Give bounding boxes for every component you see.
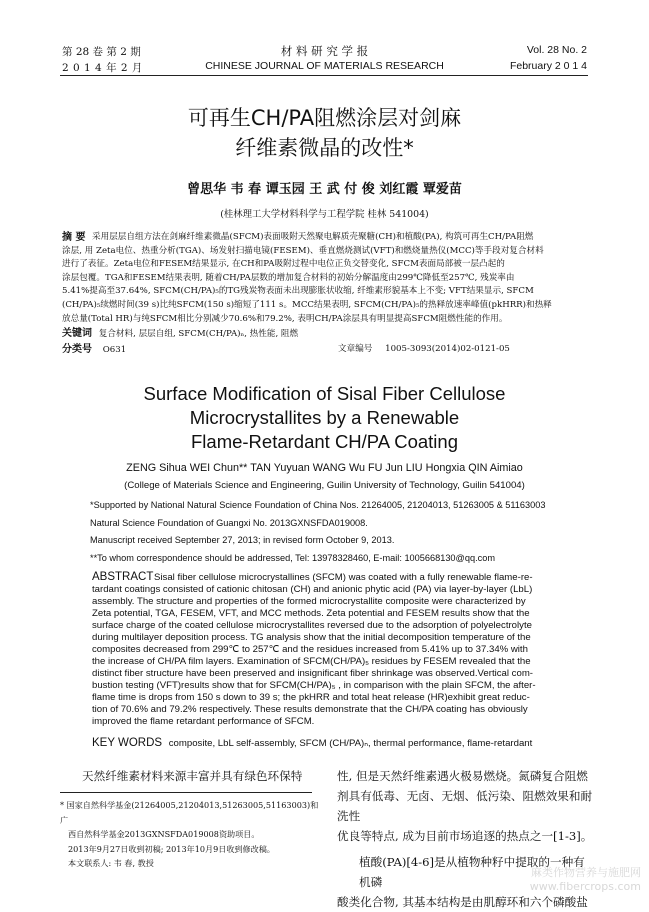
funding-note-en: [90, 497, 545, 567]
abstract-en-line: composites decreased from 299℃ to 257℃ and the residues increased from 5.41% up to 37.34% with: [92, 644, 528, 655]
abstract-en-line: surface charge of the coated cellulose microcrystallites reversed due to the adsorption of polyelectrolyte: [92, 620, 532, 631]
classification: [62, 343, 126, 358]
footnote-rule: [60, 792, 312, 793]
funding-line: Natural Science Foundation of Guangxi No. 2013GXNSFDA019008.: [90, 517, 368, 528]
abstract-cn-line: 进行了表征。Zeta电位和FESEM结果显示, 在CH和PA吸附过程中电位正负交替变化, SFCM表面局部被一层凸起的: [62, 259, 505, 270]
title-en-line-2: Microcrystallites by a Renewable: [189, 407, 460, 428]
correspondence: **To whom correspondence should be addressed, Tel: 13978328460, E-mail: 1005668130@qq.com: [90, 552, 495, 563]
footnote-line: * 国家自然科学基金(21264005,21204013,51263005,51163003)和广: [60, 800, 319, 825]
abstract-cn-line: 放总量(Total HR)与纯SFCM相比分别减少70.6%和79.2%, 表明CH/PA涂层具有明显提高SFCM阻燃性能的作用。: [62, 313, 508, 324]
body-left-text: 天然纤维素材料来源丰富并具有绿色环保特: [82, 769, 303, 783]
header-rule: [60, 75, 588, 76]
footnote-line: 本文联系人: 韦 春, 教授: [68, 858, 154, 868]
abstract-en-line: bustion testing (VFT)results show that for SFCM(CH/PA)₅ , in comparison with the plain SFCM, the after-: [92, 680, 536, 691]
body-right-line: 优良等特点, 成为目前市场追逐的热点之一[1-3]。: [337, 829, 593, 843]
keywords-cn-label: 关键词: [62, 328, 92, 339]
title-en-line-1: Surface Modification of Sisal Fiber Cellulose: [143, 383, 506, 404]
journal-title-en: CHINESE JOURNAL OF MATERIALS RESEARCH: [205, 60, 444, 72]
classification-code: O631: [102, 345, 127, 355]
article-number: [338, 343, 510, 357]
journal-title-cn: 材 料 研 究 学 报: [280, 44, 369, 58]
body-right-line: 剂具有低毒、无卤、无烟、低污染、阻燃效果和耐洗性: [337, 789, 593, 823]
keywords-cn-text: 复合材料, 层层自组, SFCM(CH/PA)ₙ, 热性能, 阻燃: [98, 329, 299, 339]
keywords-cn: [62, 327, 298, 342]
abstract-en-line: distinct fiber structure have been preserved and insignificant fiber shrinkage was observed.Vertical com-: [92, 668, 534, 679]
abstract-en-line: during multilayer deposition process. TG analysis show that the initial decomposition temperature of the: [92, 632, 531, 643]
title-cn-line-2: 纤维素微晶的改性*: [235, 136, 414, 160]
abstract-en-line: tardant coatings consisted of cationic chitosan (CH) and anionic phytic acid (PA) via layer-by-layer (LbL): [92, 584, 533, 595]
abstract-cn-line: 涂层包覆。TGA和FESEM结果表明, 随着CH/PA层数的增加复合材料的初始分解温度由299℃降低至257℃, 残炭率由: [62, 272, 515, 283]
body-right-line: 植酸(PA)[4-6]是从植物种籽中提取的一种有机磷: [359, 855, 585, 889]
funding-line: *Supported by National Natural Science Foundation of China Nos. 21264005, 21204013, 51263005 & 51163003: [90, 500, 546, 510]
abstract-en-line: tion of 70.6% and 79.2% respectively. These results demonstrate that the CH/PA coating has obviously: [92, 704, 528, 715]
abstract-en: [92, 572, 557, 728]
abstract-en-line: Zeta potential, TGA, FESEM, VFT, and MCC methods. Zeta potential and FESEM results show that the: [92, 608, 530, 619]
keywords-en-text: composite, LbL self-assembly, SFCM (CH/PA)ₙ, thermal performance, flame-retardant: [168, 738, 533, 749]
abstract-en-label: ABSTRACT: [92, 571, 154, 583]
affiliation-cn: (桂林理工大学材料科学与工程学院 桂林 541004): [220, 209, 429, 220]
volume-issue-cn: 第 28 卷 第 2 期: [62, 46, 141, 58]
keywords-en: [92, 737, 532, 749]
keywords-en-label: KEY WORDS: [92, 737, 163, 749]
watermark-cn: 麻类作物营养与施肥网: [531, 866, 641, 879]
date-cn: 2 0 1 4 年 2 月: [62, 62, 143, 74]
abstract-en-line: the increase of CH/PA film layers. Examination of SFCM(CH/PA)₅ residues by FESEM revealed that the: [92, 656, 531, 667]
authors-cn: 曾思华 韦 春 谭玉园 王 武 付 俊 刘红霞 覃爱苗: [187, 182, 462, 197]
body-right-line: 性, 但是天然纤维素遇火极易燃烧。氮磷复合阻燃: [337, 769, 588, 783]
abstract-en-line: assembly. The structure and properties of the formed microcrystallite composite were characterized by: [92, 596, 526, 607]
footnote-line: 2013年9月27日收到初稿; 2013年10月9日收到修改稿。: [68, 843, 275, 854]
manuscript-dates: Manuscript received September 27, 2013; in revised form October 9, 2013.: [90, 535, 395, 545]
abstract-cn-line: 涂层, 用 Zeta电位、热重分析(TGA)、场发射扫描电镜(FESEM)、垂直燃烧测试(VFT)和燃烧量热仪(MCC)等手段对复合材料: [62, 245, 544, 256]
authors-en: ZENG Sihua WEI Chun** TAN Yuyuan WANG Wu FU Jun LIU Hongxia QIN Aimiao: [126, 462, 523, 474]
abstract-cn-line: (CH/PA)₅续燃时间(39 s)比纯SFCM(150 s)缩短了111 s。MCC结果表明, SFCM(CH/PA)₅的热释放速率峰值(pkHRR)和热释: [62, 299, 552, 310]
title-en-line-3: Flame-Retardant CH/PA Coating: [191, 431, 458, 452]
title-cn-line-1: 可再生CH/PA阻燃涂层对剑麻: [187, 106, 462, 130]
footnote-block: [60, 798, 322, 871]
affiliation-en: (College of Materials Science and Engineering, Guilin University of Technology, Guilin 541004): [124, 480, 525, 491]
abstract-en-line: improved the flame retardant performance of SFCM.: [92, 716, 315, 727]
classification-label: 分类号: [62, 344, 92, 355]
abstract-en-line: flame time is drops from 150 s down to 39 s; the pkHRR and total heat release (HR)exhibit great reduc-: [92, 692, 530, 703]
abstract-en-line: Sisal fiber cellulose microcrystallines (SFCM) was coated with a fully renewable flame-re-: [154, 572, 533, 583]
volume-issue-en: Vol. 28 No. 2: [526, 44, 587, 56]
abstract-cn-label: 摘 要: [62, 232, 86, 243]
date-en: February 2 0 1 4: [509, 60, 587, 72]
abstract-cn: [62, 231, 588, 326]
abstract-cn-line: 采用层层自组方法在剑麻纤维素微晶(SFCM)表面吸附天然聚电解质壳聚糖(CH)和植酸(PA), 构筑可再生CH/PA阻燃: [92, 232, 534, 242]
abstract-cn-line: 5.41%提高至37.64%, SFCM(CH/PA)₅的TG残炭物表面未出现膨胀状收缩, 纤维素形貌基本上不变; VFT结果显示, SFCM: [62, 286, 534, 297]
footnote-line: 西自然科学基金2013GXNSFDA019008资助项目。: [68, 829, 260, 839]
article-number-value: 1005-3093(2014)02-0121-05: [385, 344, 510, 354]
article-number-label: 文章编号: [338, 344, 373, 354]
body-right-line: 酸类化合物, 其基本结构是由肌醇环和六个磷酸盐: [337, 895, 588, 909]
watermark-url: www.fibercrops.com: [529, 880, 641, 893]
